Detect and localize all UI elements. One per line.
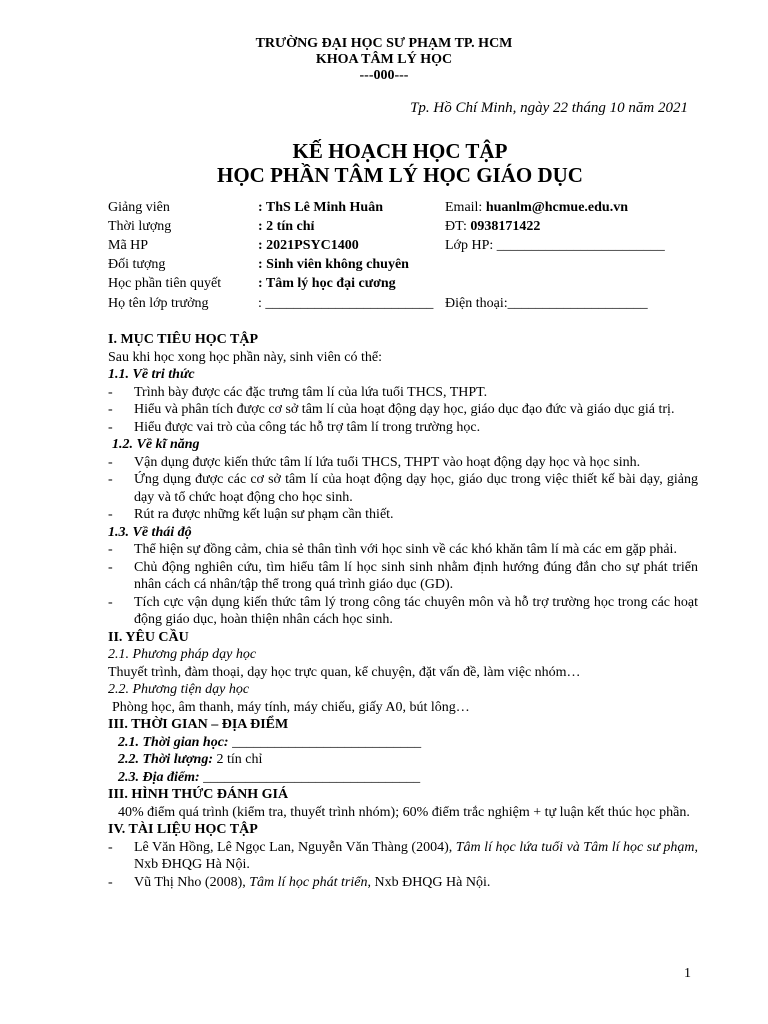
reference-publisher: , Nxb ĐHQG Hà Nội. [367, 874, 491, 890]
info-right [445, 294, 648, 313]
info-right [445, 217, 540, 236]
schedule-label: 2.1. Thời gian học: [118, 734, 229, 750]
info-label: Họ tên lớp trưởng [108, 296, 209, 311]
list-item: - Rút ra được những kết luận sư phạm cần thiết. [108, 506, 698, 524]
info-right-value: 0938171422 [470, 219, 541, 234]
info-right-label: Email: [445, 200, 486, 215]
paragraph: 40% điểm quá trình (kiểm tra, thuyết trình nhóm); 60% điểm trắc nghiệm + tự luận kết thúc học phần. [118, 804, 690, 820]
list-item: - Trình bày được các đặc trưng tâm lí của lứa tuổi THCS, THPT. [108, 384, 698, 402]
list-item: - Vận dụng được kiến thức tâm lí lứa tuổi THCS, THPT vào hoạt động dạy học và học sinh. [108, 454, 698, 472]
subsection-heading: 2.1. Phương pháp dạy học [108, 647, 257, 662]
info-right-label: Điện thoại:____________________ [445, 296, 648, 311]
reference-title: Tâm lí học lứa tuổi và Tâm lí học sư phạm [455, 839, 695, 855]
info-value: : Tâm lý học đại cương [258, 276, 396, 291]
doc-subtitle: HỌC PHẦN TÂM LÝ HỌC GIÁO DỤC [217, 163, 583, 187]
info-value: : 2021PSYC1400 [258, 238, 359, 253]
schedule-line [108, 734, 698, 752]
list-item: - Hiểu được vai trò của công tác hỗ trợ tâm lí trong trường học. [108, 419, 698, 437]
info-label: Thời lượng [108, 219, 172, 234]
info-label: Đối tượng [108, 257, 166, 272]
info-right [445, 198, 628, 217]
list-item: - Tích cực vận dụng kiến thức tâm lý trong công tác chuyên môn và hỗ trợ trường học trong các hoạt động giáo dục, hoàn thiện nhân cách học sinh. [108, 594, 698, 629]
university-name: TRƯỜNG ĐẠI HỌC SƯ PHẠM TP. HCM [255, 36, 513, 51]
reference-title: Tâm lí học phát triển [249, 874, 368, 890]
schedule-line [108, 769, 698, 787]
reference-item [108, 874, 698, 892]
schedule-value: 2 tín chỉ [212, 752, 263, 767]
list-item: - Ứng dụng được các cơ sở tâm lí của hoạt động dạy học, giáo dục trong việc thiết kế bài dạy, giảng dạy và tổ chức hoạt động cho học sinh. [108, 471, 698, 506]
info-value: : 2 tín chỉ [258, 219, 315, 234]
info-value: : ThS Lê Minh Huân [258, 200, 384, 215]
info-value: : ________________________ [258, 296, 434, 311]
schedule-value: ___________________________ [228, 734, 422, 750]
info-right-value: huanlm@hcmue.edu.vn [485, 200, 628, 215]
info-label: Mã HP [108, 238, 149, 253]
list-item: - Hiểu và phân tích được cơ sở tâm lí của hoạt động dạy học, giáo dục đạo đức và giáo dục giá trị. [108, 401, 698, 419]
list-item: - Thể hiện sự đồng cảm, chia sẻ thân tình với học sinh về các khó khăn tâm lí mà các em gặp phải. [108, 541, 698, 559]
subsection-heading: 2.2. Phương tiện dạy học [108, 682, 250, 697]
section-heading: III. HÌNH THỨC ĐÁNH GIÁ [108, 787, 289, 802]
reference-authors: Vũ Thị Nho (2008), [134, 874, 250, 890]
date-line: Tp. Hồ Chí Minh, ngày 22 tháng 10 năm 2021 [410, 100, 688, 116]
paragraph: Phòng học, âm thanh, máy tính, máy chiếu, giấy A0, bút lông… [112, 699, 470, 715]
reference-item [108, 839, 698, 874]
document-body [108, 331, 698, 891]
doc-title: KẾ HOẠCH HỌC TẬP [292, 139, 508, 163]
reference-authors: Lê Văn Hồng, Lê Ngọc Lan, Nguyễn Văn Thàng (2004), [134, 839, 456, 855]
subsection-heading: 1.3. Về thái độ [108, 524, 192, 540]
schedule-line [108, 751, 698, 769]
section-heading: I. MỤC TIÊU HỌC TẬP [108, 332, 259, 347]
section-heading: IV. TÀI LIỆU HỌC TẬP [108, 822, 258, 837]
info-label: Giảng viên [108, 200, 170, 215]
section-heading: III. THỜI GIAN – ĐỊA ĐIỂM [108, 717, 289, 732]
page-number: 1 [684, 966, 691, 981]
header-separator: ---000--- [359, 68, 409, 83]
schedule-label: 2.2. Thời lượng: [118, 752, 213, 767]
subsection-heading: 1.2. Về kĩ năng [112, 437, 200, 452]
faculty-name: KHOA TÂM LÝ HỌC [315, 52, 453, 67]
paragraph: Thuyết trình, đàm thoại, dạy học trực quan, kể chuyện, đặt vấn đề, làm việc nhóm… [108, 664, 581, 680]
reference-publisher: , Nxb ĐHQG Hà Nội. [134, 839, 698, 872]
info-value: : Sinh viên không chuyên [258, 257, 409, 272]
schedule-label: 2.3. Địa điểm: [118, 769, 200, 785]
section-heading: II. YÊU CẦU [108, 629, 189, 645]
schedule-value: _______________________________ [199, 769, 421, 785]
info-label: Học phần tiên quyết [108, 276, 222, 291]
paragraph: Sau khi học xong học phần này, sinh viên có thể: [108, 349, 382, 365]
info-right-label: Lớp HP: ________________________ [445, 238, 665, 253]
subsection-heading: 1.1. Về tri thức [108, 367, 195, 382]
list-item: - Chủ động nghiên cứu, tìm hiểu tâm lí học sinh sinh nhằm định hướng đúng đắn cho sự phát triển nhân cách cá nhân/tập thể trong quá trình giáo dục (GD). [108, 559, 698, 594]
info-right-label: ĐT: [445, 219, 471, 234]
info-right [445, 236, 665, 255]
